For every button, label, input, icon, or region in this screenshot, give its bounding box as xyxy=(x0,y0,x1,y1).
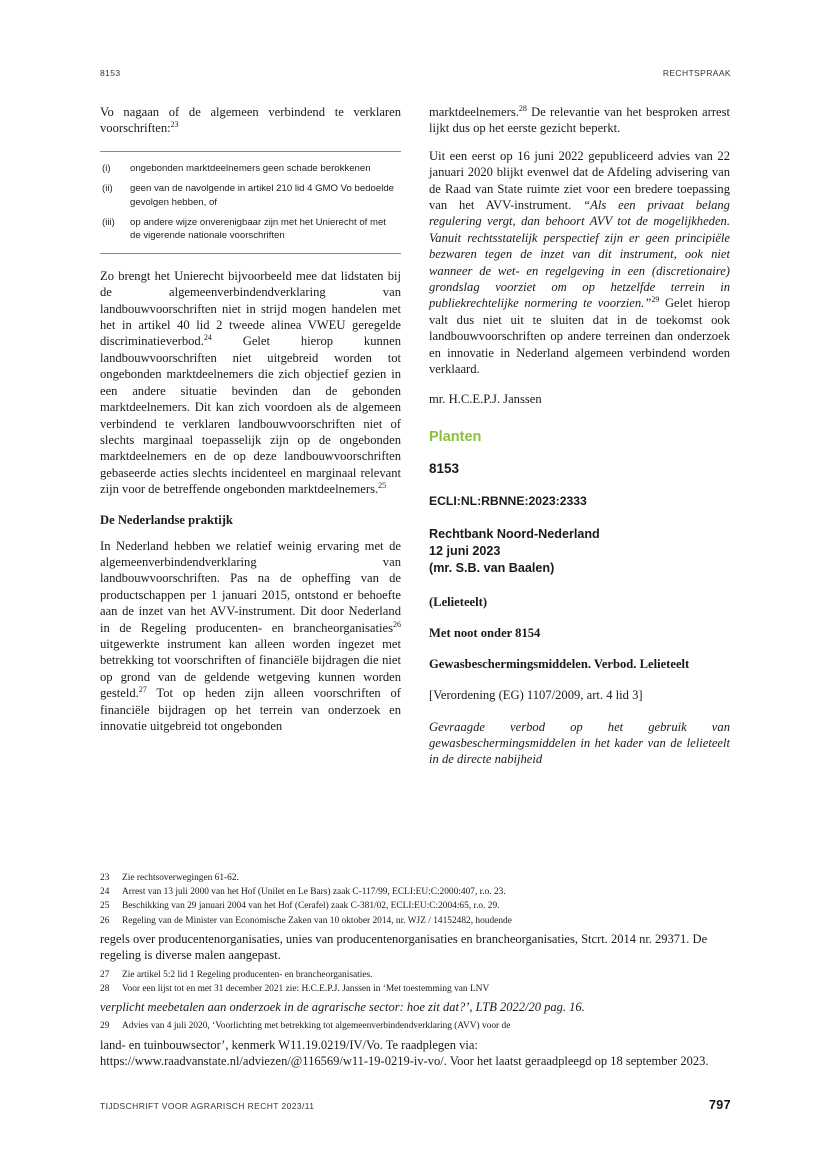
page-footer xyxy=(100,1098,731,1112)
paragraph-marktdeelnemers-a: marktdeelnemers. xyxy=(429,105,519,119)
law-condition-text: op andere wijze onverenigbaar zijn met het Unierecht of met de vigerende nationale voorschriften xyxy=(130,217,386,242)
footnote-item xyxy=(100,872,731,885)
running-head-left: 8153 xyxy=(100,68,121,78)
section-heading-nederlandse-praktijk: De Nederlandse praktijk xyxy=(100,512,233,527)
law-condition-row xyxy=(102,216,399,243)
paragraph-unierecht-a: Zo brengt het Unierecht bijvoorbeeld mee dat lidstaten bij de algemeenverbindendverklaring van landbouwvoorschriften niet in strijd mogen handelen met het in artikel 40 lid 2 tweede alinea VWEU geregelde discriminatieverbod. xyxy=(100,268,401,349)
footnote-marker-29: 29 xyxy=(651,295,660,305)
footnote-text: Regeling van de Minister van Economische Zaken van 10 oktober 2014, nr. WJZ / 14152482, houdende xyxy=(122,915,512,926)
journal-title: TIJDSCHRIFT VOOR AGRARISCH RECHT 2023/11 xyxy=(100,1101,315,1111)
footnote-continuation-28: verplicht meebetalen aan onderzoek in de agrarische sector: hoe zit dat?’, LTB 2022/20 pag. 16. xyxy=(100,1000,585,1015)
court-date: 12 juni 2023 xyxy=(429,543,501,558)
footnote-marker-28: 28 xyxy=(518,103,527,113)
footnote-number: 29 xyxy=(100,1021,110,1032)
author-signature: mr. H.C.E.P.J. Janssen xyxy=(429,391,542,406)
ecli-identifier: ECLI:NL:RBNNE:2023:2333 xyxy=(429,493,587,508)
footnote-marker-24: 24 xyxy=(203,333,212,343)
court-name: Rechtbank Noord-Nederland xyxy=(429,526,600,541)
paragraph-advies-b: Gelet hierop valt dus niet uit te sluiten dat in de toekomst ook landbouwvoorschriften op andere terreinen dan onderzoek en innovatie in Nederland algemeen verbindend worden verklaard. xyxy=(429,296,730,377)
case-lead-paragraph: Gevraagde verbod op het gebruik van gewasbeschermingsmiddelen in het kader van de lelieteelt in de directe nabijheid xyxy=(429,719,730,767)
paragraph-praktijk-c: Tot op heden zijn alleen voorschriften of financiële bijdragen op het terrein van onderzoek en innovatie uitgebreid tot ongebonden xyxy=(100,686,401,733)
footnote-number: 24 xyxy=(100,887,110,898)
case-number: 8153 xyxy=(429,460,460,476)
page-number: 797 xyxy=(708,1098,731,1112)
footnote-number: 27 xyxy=(100,969,110,980)
paragraph-praktijk-a: In Nederland hebben we relatief weinig ervaring met de algemeenverbindendverklaring van landbouwvoorschriften. Pas na de opheffing van de productschappen per 1 januari 2015, ontstond er behoefte aan de inzet van het AVV-instrument. Dit door Nederland in de Regeling producenten- en brancheorganisaties xyxy=(100,538,401,635)
law-condition-number: (iii) xyxy=(102,217,115,229)
legal-reference: [Verordening (EG) 1107/2009, art. 4 lid 3] xyxy=(429,687,643,702)
footnote-number: 23 xyxy=(100,873,110,883)
case-note-reference: Met noot onder 8154 xyxy=(429,625,541,640)
footnote-item xyxy=(100,983,731,996)
law-condition-row xyxy=(102,162,399,175)
paragraph-praktijk xyxy=(100,538,401,735)
right-column xyxy=(429,104,730,768)
footnote-number: 28 xyxy=(100,983,110,994)
case-topic: (Lelieteelt) xyxy=(429,594,488,609)
paragraph-intro xyxy=(100,104,401,137)
court-block xyxy=(429,526,730,577)
footnote-item xyxy=(100,1020,731,1033)
paragraph-marktdeelnemers xyxy=(429,104,730,137)
footnote-marker-25: 25 xyxy=(378,480,387,490)
footnote-item xyxy=(100,886,731,899)
footnotes-section xyxy=(100,872,731,1074)
footnote-marker-23: 23 xyxy=(170,120,179,130)
footnote-marker-27: 27 xyxy=(138,685,147,694)
law-condition-text: geen van de navolgende in artikel 210 lid 4 GMO Vo bedoelde gevolgen hebben, of xyxy=(130,183,395,208)
section-title-planten: Planten xyxy=(429,428,482,445)
law-condition-number: (ii) xyxy=(102,183,113,195)
law-condition-number: (i) xyxy=(102,162,111,174)
footnote-number: 26 xyxy=(100,915,110,926)
footnote-item xyxy=(100,969,731,982)
running-head-right: RECHTSPRAAK xyxy=(662,68,731,78)
paragraph-unierecht-b: Gelet hierop kunnen landbouwvoorschriften niet uitgebreid worden tot ongebonden marktdeelnemers die zich objectief gezien in een andere situatie bevinden dan de gebonden marktdeelnemers. Dit kan zich voordoen als de algemeen verbindend te verklaren landbouwvoorschriften niet of slechts marginaal toepasselijk zijn op de ongebonden marktdeelnemers en de op deze landbouwvoorschriften gebaseerde acties slechts incidenteel en marginaal relevant zijn voor de betreffende ongebonden marktdeelnemers. xyxy=(100,334,401,497)
case-keywords: Gewasbeschermingsmiddelen. Verbod. Lelieteelt xyxy=(429,656,690,671)
body-columns xyxy=(100,104,731,768)
footnote-item xyxy=(100,915,731,928)
footnote-text: Advies van 4 juli 2020, ‘Voorlichting met betrekking tot algemeenverbindendverklaring (AVV) voor de xyxy=(122,1021,511,1032)
footnote-continuation-26: regels over producentenorganisaties, unies van producentenorganisaties en brancheorganisaties, Stcrt. 2014 nr. 29371. De regeling is diverse malen aangepast. xyxy=(100,931,708,963)
running-head xyxy=(100,68,731,78)
footnote-text: Arrest van 13 juli 2000 van het Hof (Unilet en Le Bars) zaak C-117/99, ECLI:EU:C:2000:407, r.o. 23. xyxy=(122,887,506,898)
law-conditions-box xyxy=(100,151,401,254)
law-condition-row xyxy=(102,182,399,209)
paragraph-advies xyxy=(429,148,730,378)
footnote-number: 25 xyxy=(100,901,110,912)
footnote-item xyxy=(100,900,731,913)
footnote-text: Voor een lijst tot en met 31 december 2021 zie: H.C.E.P.J. Janssen in ‘Met toestemming van LNV xyxy=(122,983,490,994)
left-column xyxy=(100,104,401,768)
paragraph-marktdeelnemers-b: De relevantie van het besproken arrest lijkt dus op het eerste gezicht beperkt. xyxy=(429,105,730,136)
paragraph-praktijk-b: uitgewerkte instrument kan alleen worden ingezet met betrekking tot voorschriften of financiële bijdragen die niet op grond van de geldende wetgeving kunnen worden gesteld. xyxy=(100,636,401,701)
law-condition-text: ongebonden marktdeelnemers geen schade berokkenen xyxy=(130,162,371,174)
paragraph-unierecht xyxy=(100,268,401,498)
footnote-marker-26: 26 xyxy=(393,619,401,629)
footnote-text: Beschikking van 29 januari 2004 van het Hof (Cerafel) zaak C-381/02, ECLI:EU:C:2004:65, r.o. 29. xyxy=(122,901,500,912)
footnote-continuation-29: land- en tuinbouwsector’, kenmerk W11.19.0219/IV/Vo. Te raadplegen via: https://www.raadvanstate.nl/adviezen/@116569/w11-19-0219-iv-vo/. Voor het laatst geraadpleegd op 18 september 2023. xyxy=(100,1037,709,1069)
footnote-text: Zie artikel 5:2 lid 1 Regeling producenten- en brancheorganisaties. xyxy=(122,969,373,980)
footnote-text: Zie rechtsoverwegingen 61-62. xyxy=(122,873,239,883)
paragraph-advies-a: Uit een eerst op 16 juni 2022 gepubliceerd advies van 22 januari 2020 blijkt evenwel dat de Afdeling advisering van de Raad van State ruimte ziet voor een bredere toepassing van het AVV-instrument. xyxy=(429,148,730,213)
paragraph-intro-text: Vo nagaan of de algemeen verbindend te verklaren voorschriften: xyxy=(100,105,401,136)
paragraph-advies-quote: “Als een privaat belang regulering vergt, dan behoort AVV tot de mogelijkheden. Vanuit rechtsstatelijk perspectief zijn er geen principiële bezwaren tegen de inzet van dit instrument, ook niet wanneer de wet- en regelgeving in een (discretionaire) grondslag voorziet om op hetzelfde terrein in publiekrechtelijke normering te voorzien.” xyxy=(429,198,730,311)
court-judge: (mr. S.B. van Baalen) xyxy=(429,560,555,575)
